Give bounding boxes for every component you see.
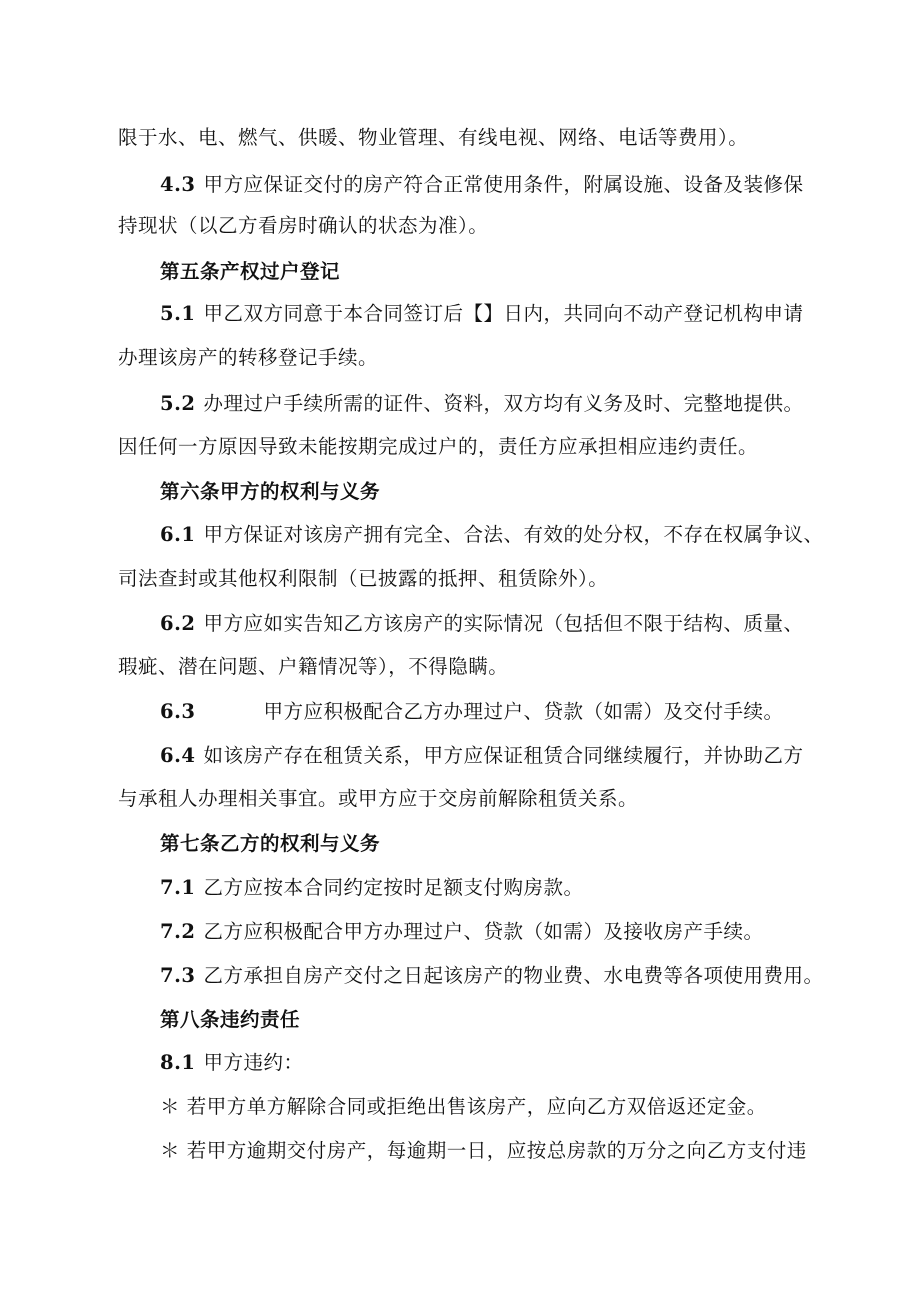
- line-text: 乙方承担自房产交付之日起该房产的物业费、水电费等各项使用费用。: [203, 964, 824, 987]
- line-text: 甲方应积极配合乙方办理过户、贷款（如需）及交付手续。: [263, 700, 784, 723]
- heading-text: 第八条违约责任: [160, 1008, 301, 1031]
- clause-6-2: [160, 610, 820, 638]
- clause-number: 6.2: [160, 612, 196, 635]
- clause-number: 5.1: [160, 302, 196, 325]
- heading-text: 第六条甲方的权利与义务: [160, 480, 381, 503]
- clause-number: 6.4: [160, 744, 196, 767]
- heading-text: 第七条乙方的权利与义务: [160, 832, 381, 855]
- section-heading-7: [160, 830, 820, 858]
- paragraph-line: [118, 344, 818, 372]
- line-text: 因任何一方原因导致未能按期完成过户的，责任方应承担相应违约责任。: [118, 435, 759, 458]
- line-text: 甲方违约：: [203, 1051, 304, 1074]
- line-text: 甲方应如实告知乙方该房产的实际情况（包括但不限于结构、质量、: [203, 612, 804, 635]
- paragraph-line: [118, 785, 818, 813]
- line-text: 办理该房产的转移登记手续。: [118, 346, 379, 369]
- clause-5-2: [160, 390, 820, 418]
- clause-number: 5.2: [160, 392, 196, 415]
- section-heading-6: [160, 478, 820, 506]
- clause-6-4: [160, 742, 820, 770]
- clause-6-1: [160, 521, 824, 549]
- clause-4-3: [160, 171, 820, 199]
- section-heading-8: [160, 1006, 820, 1034]
- bullet-item: [160, 1093, 820, 1121]
- clause-7-1: [160, 874, 820, 902]
- line-text: 限于水、电、燃气、供暖、物业管理、有线电视、网络、电话等费用）。: [118, 126, 749, 149]
- section-heading-5: [160, 258, 820, 286]
- clause-7-2: [160, 918, 820, 946]
- line-text: ＊ 若甲方逾期交付房产，每逾期一日，应按总房款的万分之向乙方支付违: [160, 1139, 807, 1162]
- paragraph-line: [118, 653, 818, 681]
- paragraph-line: [118, 433, 818, 461]
- line-text: 瑕疵、潜在问题、户籍情况等），不得隐瞒。: [118, 655, 509, 678]
- paragraph-line: [118, 212, 818, 240]
- bullet-item: [160, 1137, 820, 1165]
- line-text: 甲方保证对该房产拥有完全、合法、有效的处分权，不存在权属争议、: [203, 523, 824, 546]
- clause-number: 6.3: [160, 700, 196, 723]
- line-text: 甲方应保证交付的房产符合正常使用条件，附属设施、设备及装修保: [203, 173, 804, 196]
- heading-text: 第五条产权过户登记: [160, 260, 341, 283]
- clause-number: 7.2: [160, 920, 196, 943]
- line-text: 持现状（以乙方看房时确认的状态为准）。: [118, 214, 489, 237]
- clause-8-1: [160, 1049, 820, 1077]
- clause-number: 8.1: [160, 1051, 196, 1074]
- line-text: ＊ 若甲方单方解除合同或拒绝出售该房产，应向乙方双倍返还定金。: [160, 1095, 767, 1118]
- line-text: 乙方应按本合同约定按时足额支付购房款。: [203, 876, 584, 899]
- line-text: 如该房产存在租赁关系，甲方应保证租赁合同继续履行，并协助乙方: [203, 744, 804, 767]
- clause-5-1: [160, 300, 820, 328]
- line-text: 甲乙双方同意于本合同签订后【】日内，共同向不动产登记机构申请: [203, 302, 804, 325]
- paragraph-line: [118, 124, 818, 152]
- clause-number: 7.1: [160, 876, 196, 899]
- line-text: 与承租人办理相关事宜。或甲方应于交房前解除租赁关系。: [118, 787, 639, 810]
- clause-7-3: [160, 962, 824, 990]
- clause-number: 7.3: [160, 964, 196, 987]
- line-text: 办理过户手续所需的证件、资料，双方均有义务及时、完整地提供。: [203, 392, 804, 415]
- clause-6-3: [160, 698, 820, 726]
- line-text: 司法查封或其他权利限制（已披露的抵押、租赁除外）。: [118, 567, 609, 590]
- line-text: 乙方应积极配合甲方办理过户、贷款（如需）及接收房产手续。: [203, 920, 764, 943]
- clause-number: 4.3: [160, 173, 196, 196]
- clause-number: 6.1: [160, 523, 196, 546]
- paragraph-line: [118, 565, 818, 593]
